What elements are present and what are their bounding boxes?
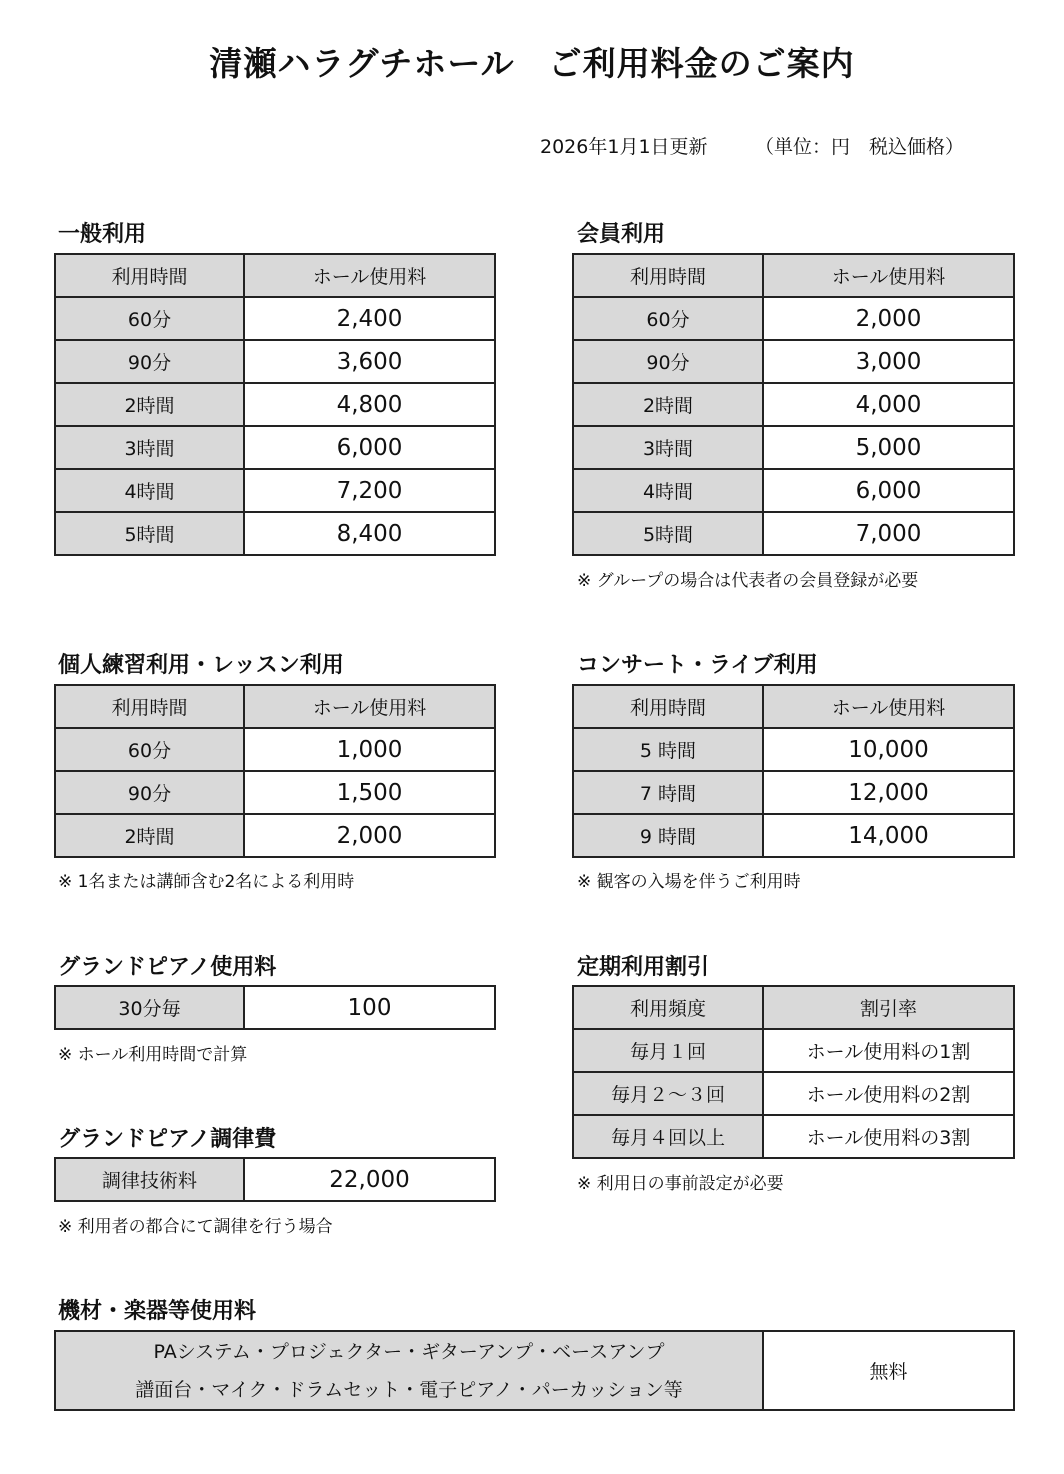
time-cell: 5時間 <box>55 512 244 555</box>
header-cell: 利用頻度 <box>573 986 763 1029</box>
piano-fee-title: グランドピアノ使用料 <box>58 955 277 980</box>
regular-table <box>572 985 1015 1159</box>
table-row <box>573 771 1014 814</box>
discount-cell: ホール使用料の2割 <box>763 1072 1014 1115</box>
table-row <box>573 469 1014 512</box>
unit-cell: 30分毎 <box>55 986 244 1029</box>
equipment-list-cell <box>55 1331 763 1410</box>
regular-note: ※ 利用日の事前設定が必要 <box>577 1174 784 1194</box>
concert-note: ※ 観客の入場を伴うご利用時 <box>577 872 801 892</box>
time-cell: 60分 <box>55 728 244 771</box>
header-cell: ホール使用料 <box>763 254 1014 297</box>
table-row <box>573 1029 1014 1072</box>
time-cell: 60分 <box>573 297 763 340</box>
fee-cell: 4,800 <box>244 383 495 426</box>
fee-cell: 2,400 <box>244 297 495 340</box>
piano-fee-note: ※ ホール利用時間で計算 <box>58 1045 248 1065</box>
item-cell: 調律技術料 <box>55 1158 244 1201</box>
table-row <box>573 728 1014 771</box>
time-cell: 60分 <box>55 297 244 340</box>
concert-title: コンサート・ライブ利用 <box>577 653 818 678</box>
table-row <box>55 771 495 814</box>
fee-cell: 無料 <box>763 1331 1014 1410</box>
fee-cell: 3,600 <box>244 340 495 383</box>
table-row <box>55 340 495 383</box>
time-cell: 4時間 <box>573 469 763 512</box>
fee-cell: 3,000 <box>763 340 1014 383</box>
table-row <box>55 426 495 469</box>
regular-title: 定期利用割引 <box>577 955 710 980</box>
table-row <box>55 1331 1014 1410</box>
table-row <box>55 469 495 512</box>
concert-table <box>572 684 1015 858</box>
header-cell: 利用時間 <box>573 685 763 728</box>
general-title: 一般利用 <box>58 222 147 247</box>
table-row <box>55 383 495 426</box>
equipment-line-2: 譜面台・マイク・ドラムセット・電子ピアノ・パーカッション等 <box>135 1378 683 1401</box>
piano-tuning-table <box>54 1157 496 1202</box>
table-row <box>573 297 1014 340</box>
table-row <box>573 1072 1014 1115</box>
header-cell: 利用時間 <box>573 254 763 297</box>
table-row <box>573 1115 1014 1158</box>
equipment-line-1: PAシステム・プロジェクター・ギターアンプ・ベースアンプ <box>153 1340 665 1363</box>
table-row <box>573 426 1014 469</box>
table-row <box>573 814 1014 857</box>
frequency-cell: 毎月４回以上 <box>573 1115 763 1158</box>
frequency-cell: 毎月１回 <box>573 1029 763 1072</box>
table-row <box>55 297 495 340</box>
equipment-title: 機材・楽器等使用料 <box>58 1299 257 1324</box>
table-row <box>55 1158 495 1201</box>
header-cell: 割引率 <box>763 986 1014 1029</box>
discount-cell: ホール使用料の3割 <box>763 1115 1014 1158</box>
frequency-cell: 毎月２～３回 <box>573 1072 763 1115</box>
table-row <box>573 383 1014 426</box>
time-cell: 2時間 <box>55 383 244 426</box>
table-row <box>573 512 1014 555</box>
fee-cell: 6,000 <box>244 426 495 469</box>
table-header-row <box>573 986 1014 1029</box>
time-cell: 5 時間 <box>573 728 763 771</box>
table-row <box>55 986 495 1029</box>
time-cell: 90分 <box>55 771 244 814</box>
table-header-row <box>55 685 495 728</box>
fee-cell: 12,000 <box>763 771 1014 814</box>
time-cell: 3時間 <box>573 426 763 469</box>
header-cell: 利用時間 <box>55 254 244 297</box>
time-cell: 7 時間 <box>573 771 763 814</box>
fee-cell: 14,000 <box>763 814 1014 857</box>
fee-cell: 100 <box>244 986 495 1029</box>
member-title: 会員利用 <box>577 222 666 247</box>
fee-cell: 22,000 <box>244 1158 495 1201</box>
fee-cell: 7,200 <box>244 469 495 512</box>
piano-fee-table <box>54 985 496 1030</box>
piano-tuning-title: グランドピアノ調律費 <box>58 1127 277 1152</box>
table-row <box>55 814 495 857</box>
time-cell: 3時間 <box>55 426 244 469</box>
fee-cell: 2,000 <box>244 814 495 857</box>
time-cell: 9 時間 <box>573 814 763 857</box>
fee-cell: 5,000 <box>763 426 1014 469</box>
fee-cell: 1,500 <box>244 771 495 814</box>
practice-note: ※ 1名または講師含む2名による利用時 <box>58 872 355 892</box>
header-cell: ホール使用料 <box>763 685 1014 728</box>
practice-title: 個人練習利用・レッスン利用 <box>58 653 344 678</box>
fee-cell: 10,000 <box>763 728 1014 771</box>
member-note: ※ グループの場合は代表者の会員登録が必要 <box>577 571 919 591</box>
fee-cell: 4,000 <box>763 383 1014 426</box>
time-cell: 5時間 <box>573 512 763 555</box>
piano-tuning-note: ※ 利用者の都合にて調律を行う場合 <box>58 1217 333 1237</box>
page-title: 清瀬ハラグチホール ご利用料金のご案内 <box>209 44 855 83</box>
practice-table <box>54 684 496 858</box>
fee-cell: 8,400 <box>244 512 495 555</box>
update-note: 2026年1月1日更新 （単位：円 税込価格） <box>540 136 965 158</box>
time-cell: 4時間 <box>55 469 244 512</box>
table-row <box>573 340 1014 383</box>
fee-cell: 6,000 <box>763 469 1014 512</box>
table-header-row <box>573 254 1014 297</box>
equipment-table <box>54 1330 1015 1411</box>
header-cell: ホール使用料 <box>244 254 495 297</box>
table-row <box>55 728 495 771</box>
member-table <box>572 253 1015 556</box>
fee-cell: 2,000 <box>763 297 1014 340</box>
time-cell: 90分 <box>55 340 244 383</box>
table-header-row <box>55 254 495 297</box>
general-table <box>54 253 496 556</box>
table-row <box>55 512 495 555</box>
fee-cell: 7,000 <box>763 512 1014 555</box>
time-cell: 2時間 <box>55 814 244 857</box>
discount-cell: ホール使用料の1割 <box>763 1029 1014 1072</box>
fee-cell: 1,000 <box>244 728 495 771</box>
table-header-row <box>573 685 1014 728</box>
header-cell: 利用時間 <box>55 685 244 728</box>
header-cell: ホール使用料 <box>244 685 495 728</box>
time-cell: 90分 <box>573 340 763 383</box>
time-cell: 2時間 <box>573 383 763 426</box>
